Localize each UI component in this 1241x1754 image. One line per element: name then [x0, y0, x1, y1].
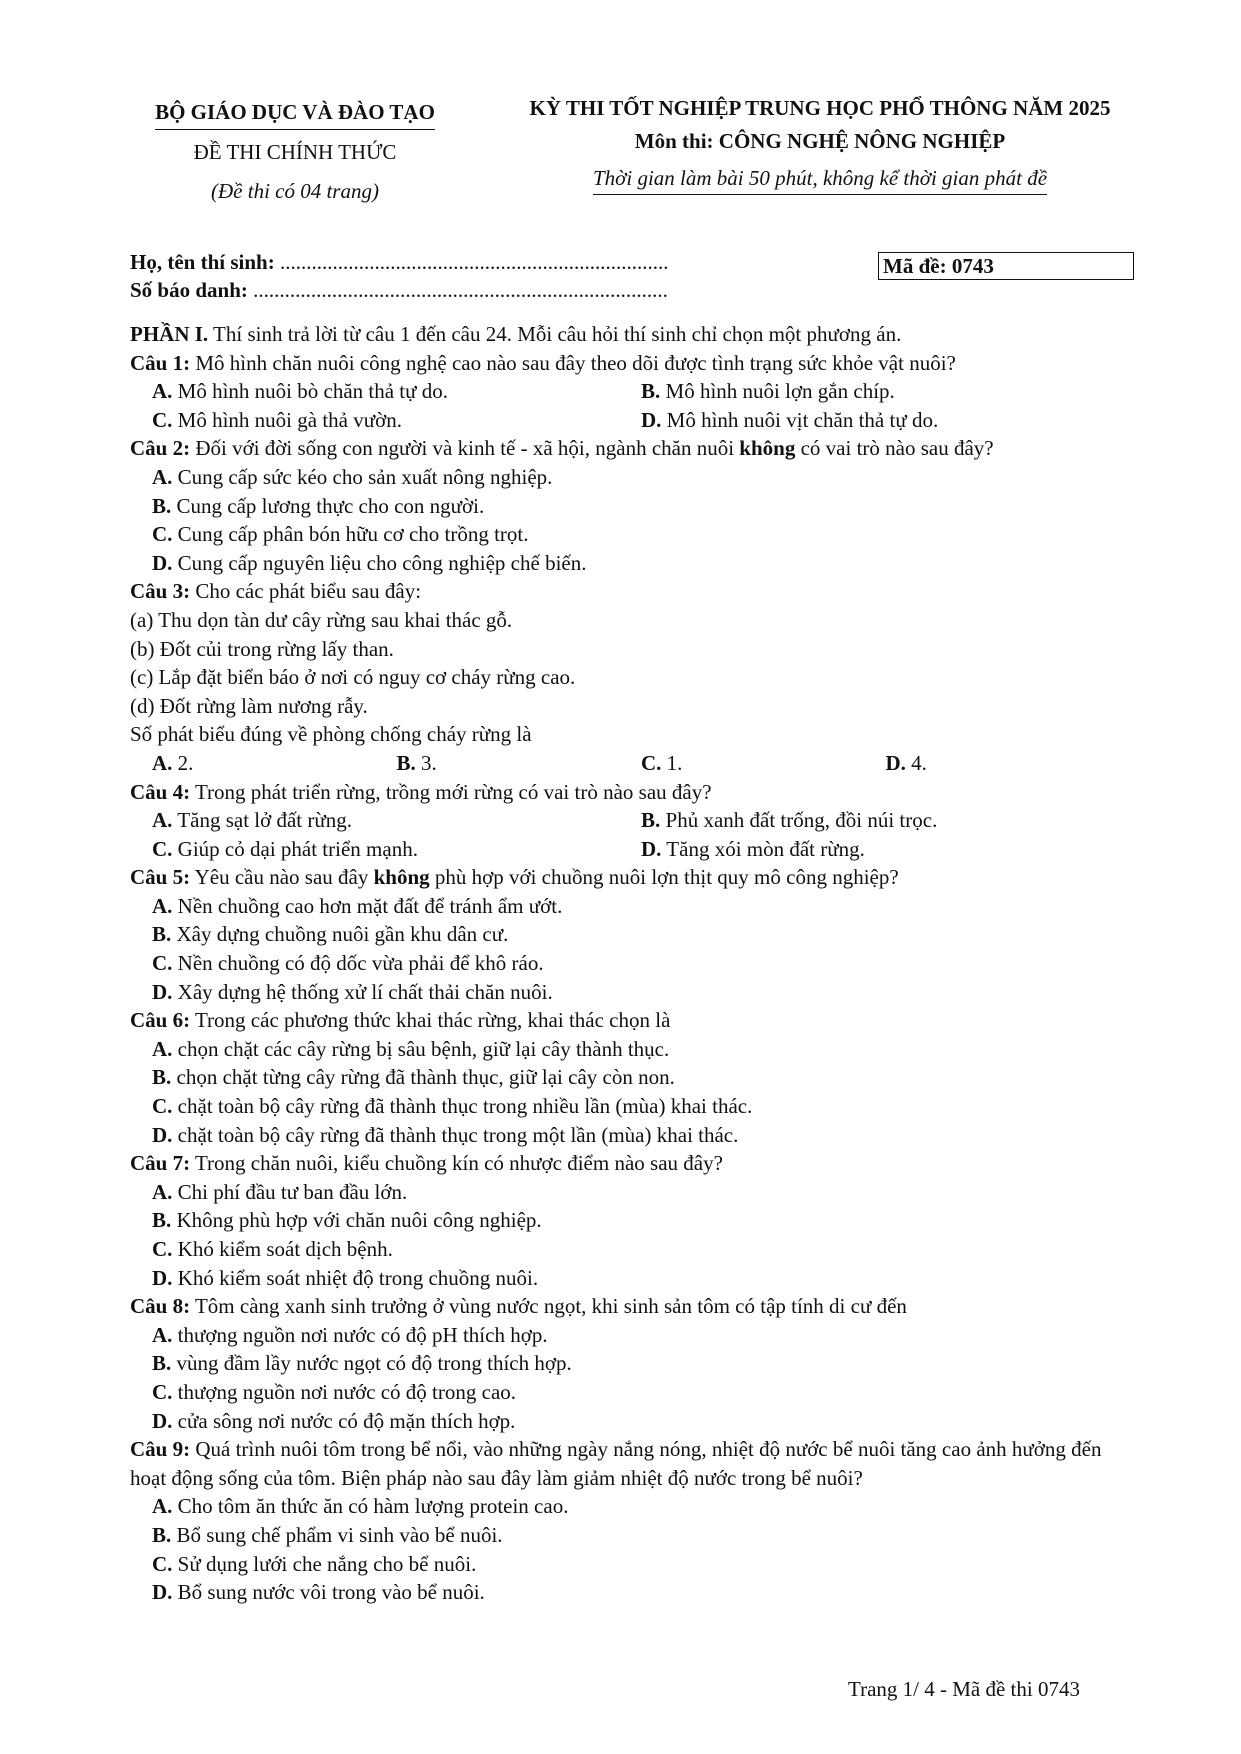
question-label: Câu 6:	[130, 1008, 191, 1033]
candidate-name-label: Họ, tên thí sinh:	[130, 250, 275, 274]
statement: (d) Đốt rừng làm nương rẫy.	[130, 693, 368, 718]
option-a[interactable]: A. Mô hình nuôi bò chăn thả tự do.	[152, 379, 449, 404]
option-c[interactable]: C. Nền chuồng có độ dốc vừa phải để khô ráo.	[152, 951, 544, 976]
section-heading	[130, 320, 1130, 349]
option-c[interactable]: C. Sử dụng lưới che nắng cho bể nuôi.	[152, 1551, 477, 1576]
subject-line	[480, 129, 1160, 154]
pages-note: (Đề thi có 04 trang)	[211, 179, 379, 203]
question-label: Câu 1:	[130, 350, 191, 375]
question-label: Câu 8:	[130, 1294, 191, 1319]
ministry-name: BỘ GIÁO DỤC VÀ ĐÀO TẠO	[155, 100, 435, 130]
section-instruction: Thí sinh trả lời từ câu 1 đến câu 24. Mỗi câu hỏi thí sinh chỉ chọn một phương án.	[213, 322, 902, 346]
candidate-id-label: Số báo danh:	[130, 278, 248, 302]
option-b[interactable]: B. Bổ sung chế phẩm vi sinh vào bể nuôi.	[152, 1522, 503, 1547]
option-a[interactable]: A. Tăng sạt lở đất rừng.	[152, 808, 352, 833]
statement: (b) Đốt củi trong rừng lấy than.	[130, 636, 394, 661]
option-a[interactable]: A. chọn chặt các cây rừng bị sâu bệnh, giữ lại cây thành thục.	[152, 1036, 670, 1061]
exam-code-label: Mã đề:	[883, 254, 947, 278]
candidate-name-field[interactable]: ..........................................................................	[279, 250, 669, 274]
question-3: Câu 3: Cho các phát biểu sau đây:	[130, 579, 422, 604]
option-d[interactable]: D. Bổ sung nước vôi trong vào bể nuôi.	[152, 1580, 485, 1605]
question-5: Câu 5: Yêu cầu nào sau đây không phù hợp với chuồng nuôi lợn thịt quy mô công nghiệp?	[130, 865, 899, 890]
candidate-name-line	[130, 248, 668, 276]
option-b[interactable]: B. Cung cấp lương thực cho con người.	[152, 493, 485, 518]
option-a[interactable]: A. Cung cấp sức kéo cho sản xuất nông nghiệp.	[152, 464, 553, 489]
option-b[interactable]: B. chọn chặt từng cây rừng đã thành thục, giữ lại cây còn non.	[152, 1065, 675, 1090]
header-right	[480, 96, 1160, 195]
option-a[interactable]: A. Chi phí đầu tư ban đầu lớn.	[152, 1179, 408, 1204]
option-c[interactable]: C. Khó kiểm soát dịch bệnh.	[152, 1237, 393, 1261]
question-label: Câu 5:	[130, 865, 191, 890]
option-b[interactable]: B. vùng đầm lầy nước ngọt có độ trong thích hợp.	[152, 1351, 572, 1376]
question-label: Câu 9:	[130, 1437, 191, 1462]
exam-code-box	[878, 252, 1134, 280]
option-d[interactable]: D. cửa sông nơi nước có độ mặn thích hợp.	[152, 1408, 516, 1433]
question-7: Câu 7: Trong chăn nuôi, kiểu chuồng kín có nhược điểm nào sau đây?	[130, 1151, 723, 1176]
question-8: Câu 8: Tôm càng xanh sinh trưởng ở vùng nước ngọt, khi sinh sản tôm có tập tính di cư đến	[130, 1294, 907, 1319]
question-text: Mô hình chăn nuôi công nghệ cao nào sau đây theo dõi được tình trạng sức khỏe vật nuôi?	[195, 350, 956, 375]
options-row	[130, 835, 1130, 864]
option-a[interactable]: A. Nền chuồng cao hơn mặt đất để tránh ẩm ướt.	[152, 893, 563, 918]
question-stem: Số phát biểu đúng về phòng chống cháy rừng là	[130, 722, 532, 747]
candidate-id-line	[130, 276, 668, 304]
option-d[interactable]: D. 4.	[885, 750, 927, 775]
option-c[interactable]: C. thượng nguồn nơi nước có độ trong cao.	[152, 1379, 517, 1404]
option-a[interactable]: A. Cho tôm ăn thức ăn có hàm lượng protein cao.	[152, 1494, 569, 1519]
question-9: Câu 9: Quá trình nuôi tôm trong bể nổi, vào những ngày nắng nóng, nhiệt độ nước bể nuôi tăng cao ảnh hưởng đến hoạt động sống của tôm. Biện pháp nào sau đây làm giảm nhiệt độ nước trong bể nuôi?	[130, 1437, 1102, 1490]
options-row	[130, 749, 1130, 778]
option-d[interactable]: D. chặt toàn bộ cây rừng đã thành thục trong một lần (mùa) khai thác.	[152, 1122, 739, 1147]
question-1	[130, 349, 1130, 378]
statement: (a) Thu dọn tàn dư cây rừng sau khai thác gỗ.	[130, 607, 513, 632]
option-c[interactable]: C. Cung cấp phân bón hữu cơ cho trồng trọt.	[152, 522, 529, 547]
option-d[interactable]: D. Xây dựng hệ thống xử lí chất thải chăn nuôi.	[152, 979, 553, 1004]
page-footer: Trang 1/ 4 - Mã đề thi 0743	[848, 1677, 1080, 1701]
header-left	[130, 100, 460, 204]
option-b[interactable]: B. Phủ xanh đất trống, đồi núi trọc.	[641, 808, 938, 833]
question-label: Câu 7:	[130, 1151, 191, 1176]
option-b[interactable]: B. Không phù hợp với chăn nuôi công nghiệp.	[152, 1208, 542, 1233]
exam-title: KỲ THI TỐT NGHIỆP TRUNG HỌC PHỔ THÔNG NĂM 2025	[529, 96, 1111, 120]
option-d[interactable]: D. Khó kiểm soát nhiệt độ trong chuồng nuôi.	[152, 1265, 539, 1290]
candidate-info	[130, 248, 668, 304]
option-a[interactable]: A. 2.	[152, 750, 194, 775]
option-d[interactable]: D. Tăng xói mòn đất rừng.	[641, 836, 865, 861]
subject-label: Môn thi:	[634, 129, 714, 153]
option-a[interactable]: A. thượng nguồn nơi nước có độ pH thích hợp.	[152, 1322, 548, 1347]
exam-code: 0743	[951, 254, 994, 278]
option-d[interactable]: D. Cung cấp nguyên liệu cho công nghiệp chế biến.	[152, 550, 587, 575]
options-row	[130, 806, 1130, 835]
options-row	[130, 377, 1130, 406]
option-c[interactable]: C. 1.	[641, 750, 683, 775]
question-label: Câu 4:	[130, 779, 191, 804]
candidate-id-field[interactable]: ...............................................................................	[253, 278, 668, 302]
question-label: Câu 3:	[130, 579, 191, 604]
questions-content	[130, 320, 1130, 1607]
question-4: Câu 4: Trong phát triển rừng, trồng mới rừng có vai trò nào sau đây?	[130, 779, 712, 804]
options-row	[130, 406, 1130, 435]
time-note: Thời gian làm bài 50 phút, không kể thời gian phát đề	[593, 166, 1047, 195]
option-b[interactable]: B. Mô hình nuôi lợn gắn chíp.	[641, 379, 895, 404]
option-b[interactable]: B. 3.	[396, 750, 437, 775]
option-c[interactable]: C. chặt toàn bộ cây rừng đã thành thục trong nhiều lần (mùa) khai thác.	[152, 1094, 753, 1119]
option-c[interactable]: C. Mô hình nuôi gà thả vườn.	[152, 407, 402, 432]
question-label: Câu 2:	[130, 436, 191, 461]
section-title: PHẦN I.	[130, 322, 209, 346]
question-2: Câu 2: Đối với đời sống con người và kinh tế - xã hội, ngành chăn nuôi không có vai trò nào sau đây?	[130, 436, 994, 461]
option-b[interactable]: B. Xây dựng chuồng nuôi gần khu dân cư.	[152, 922, 509, 947]
option-c[interactable]: C. Giúp cỏ dại phát triển mạnh.	[152, 836, 418, 861]
official-label: ĐỀ THI CHÍNH THỨC	[193, 140, 397, 164]
statement: (c) Lắp đặt biển báo ở nơi có nguy cơ cháy rừng cao.	[130, 665, 576, 690]
option-d[interactable]: D. Mô hình nuôi vịt chăn thả tự do.	[641, 407, 939, 432]
subject-name: CÔNG NGHỆ NÔNG NGHIỆP	[718, 129, 1006, 153]
question-6: Câu 6: Trong các phương thức khai thác rừng, khai thác chọn là	[130, 1008, 671, 1033]
